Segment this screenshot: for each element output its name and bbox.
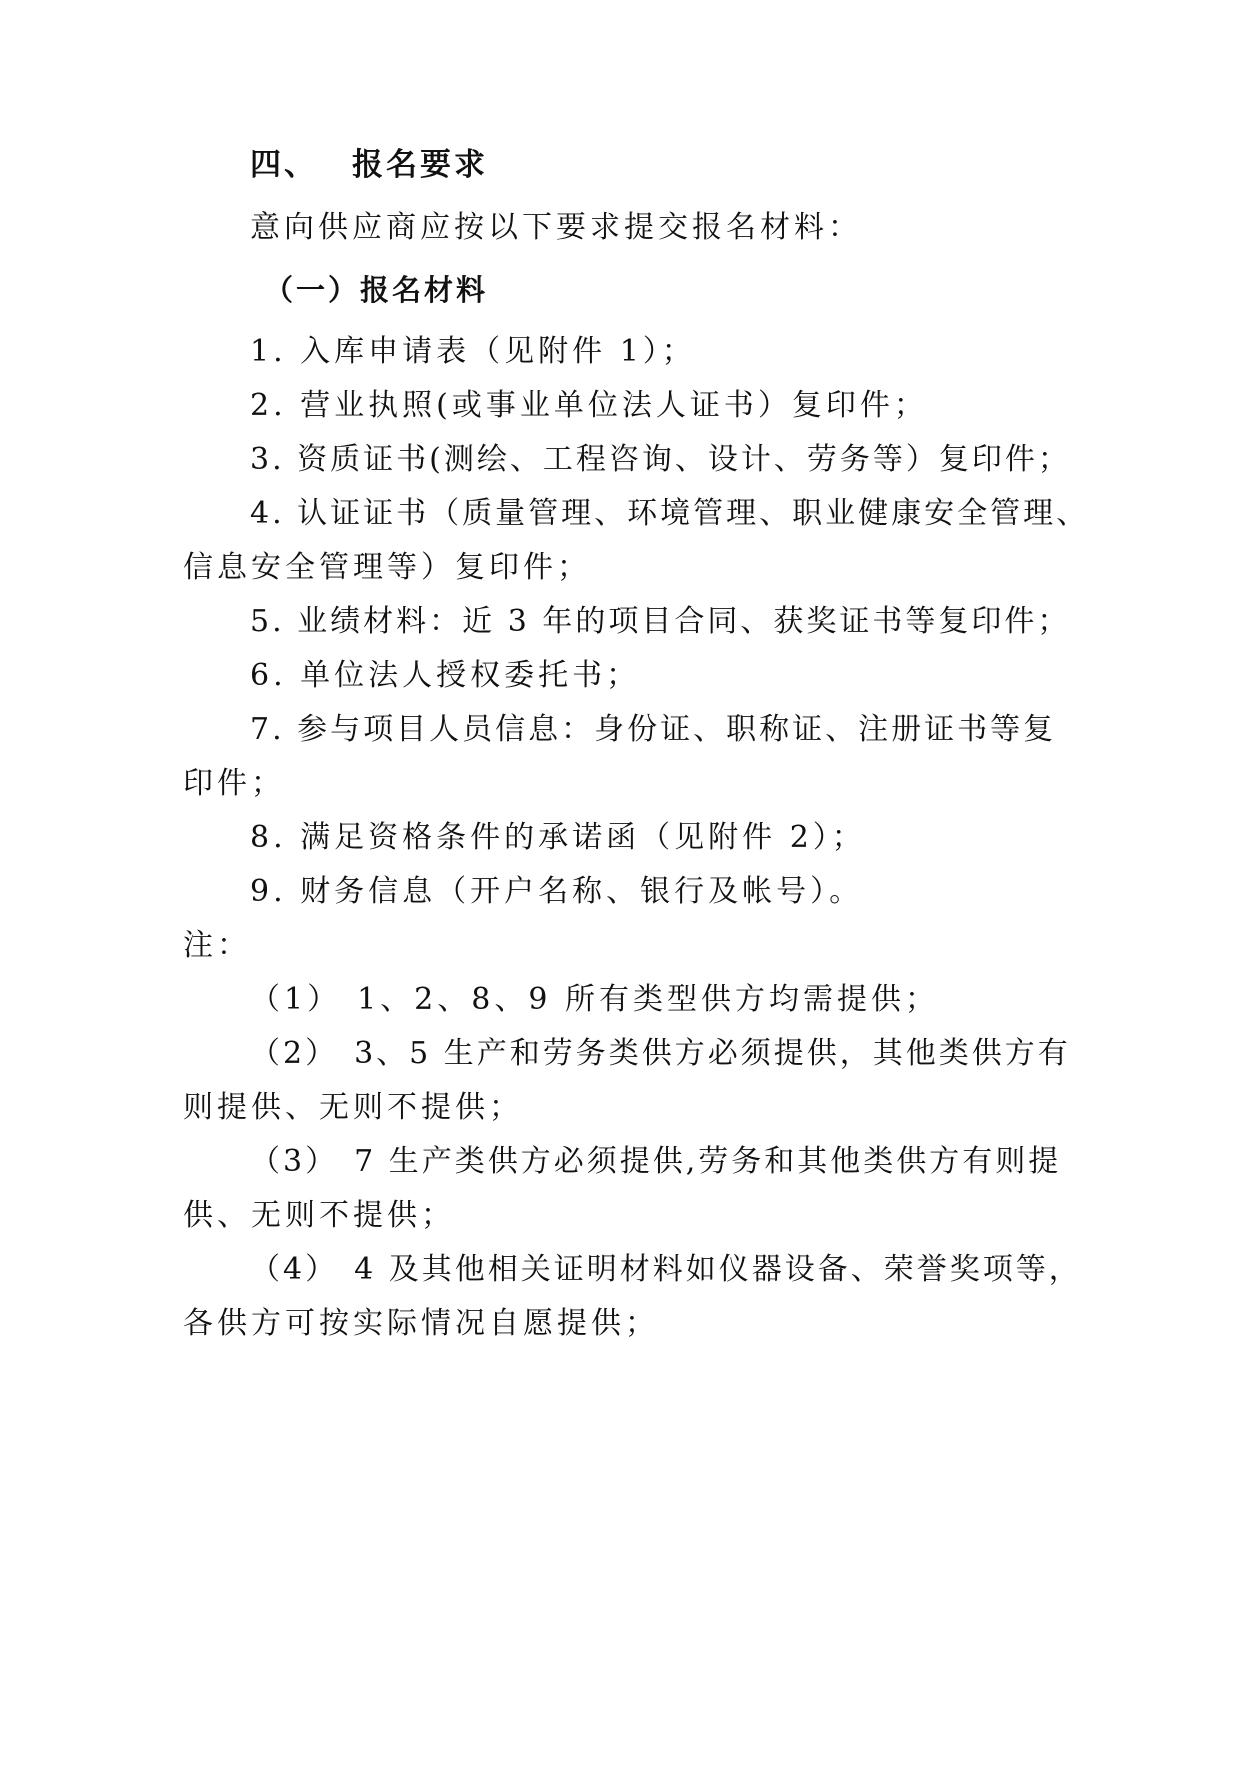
list-item: 4. 认证证书（质量管理、环境管理、职业健康安全管理、 [250,496,1090,531]
note-label: 注： [183,928,251,963]
note-number: （2） [250,1036,339,1071]
list-item: 6. 单位法人授权委托书； [250,658,641,693]
subsection-heading [264,270,1114,310]
list-item-continuation: 印件； [183,766,285,801]
note-text: 7 生产类供方必须提供,劳务和其他类供方有则提 [354,1144,1062,1179]
note-text: 4 及其他相关证明材料如仪器设备、荣誉奖项等， [354,1252,1082,1287]
subsection-title: 报名材料 [360,273,489,307]
list-item: 2. 营业执照(或事业单位法人证书）复印件； [250,388,928,423]
list-item: 8. 满足资格条件的承诺函（见附件 2）； [250,820,866,855]
list-item-continuation: 信息安全管理等）复印件； [183,550,591,585]
note-item-continuation: 供、无则不提供； [183,1198,455,1233]
intro-paragraph: 意向供应商应按以下要求提交报名材料： [250,210,862,245]
list-item: 3. 资质证书(测绘、工程咨询、设计、劳务等）复印件； [250,442,1071,477]
note-item-continuation: 则提供、无则不提供； [183,1090,523,1125]
note-item [250,1034,1100,1074]
list-item: 7. 参与项目人员信息：身份证、职称证、注册证书等复 [250,712,1057,747]
note-text: 3、5 生产和劳务类供方必须提供，其他类供方有 [354,1036,1071,1071]
note-item [250,980,1100,1020]
list-item: 9. 财务信息（开户名称、银行及帐号）。 [250,874,864,909]
note-item-continuation: 各供方可按实际情况自愿提供； [183,1306,659,1341]
note-number: （4） [250,1252,339,1287]
note-number: （1） [250,982,342,1017]
note-text: 1、2、8、9 所有类型供方均需提供； [357,982,939,1017]
note-item [250,1250,1100,1290]
section-title: 报名要求 [352,147,488,183]
section-number: 四、 [250,147,318,183]
list-item: 1. 入库申请表（见附件 1）； [250,334,696,369]
list-item: 5. 业绩材料：近 3 年的项目合同、获奖证书等复印件； [250,604,1071,639]
note-item [250,1142,1100,1182]
note-number: （3） [250,1144,339,1179]
subsection-number: （一） [264,273,361,307]
section-heading [250,145,1100,185]
